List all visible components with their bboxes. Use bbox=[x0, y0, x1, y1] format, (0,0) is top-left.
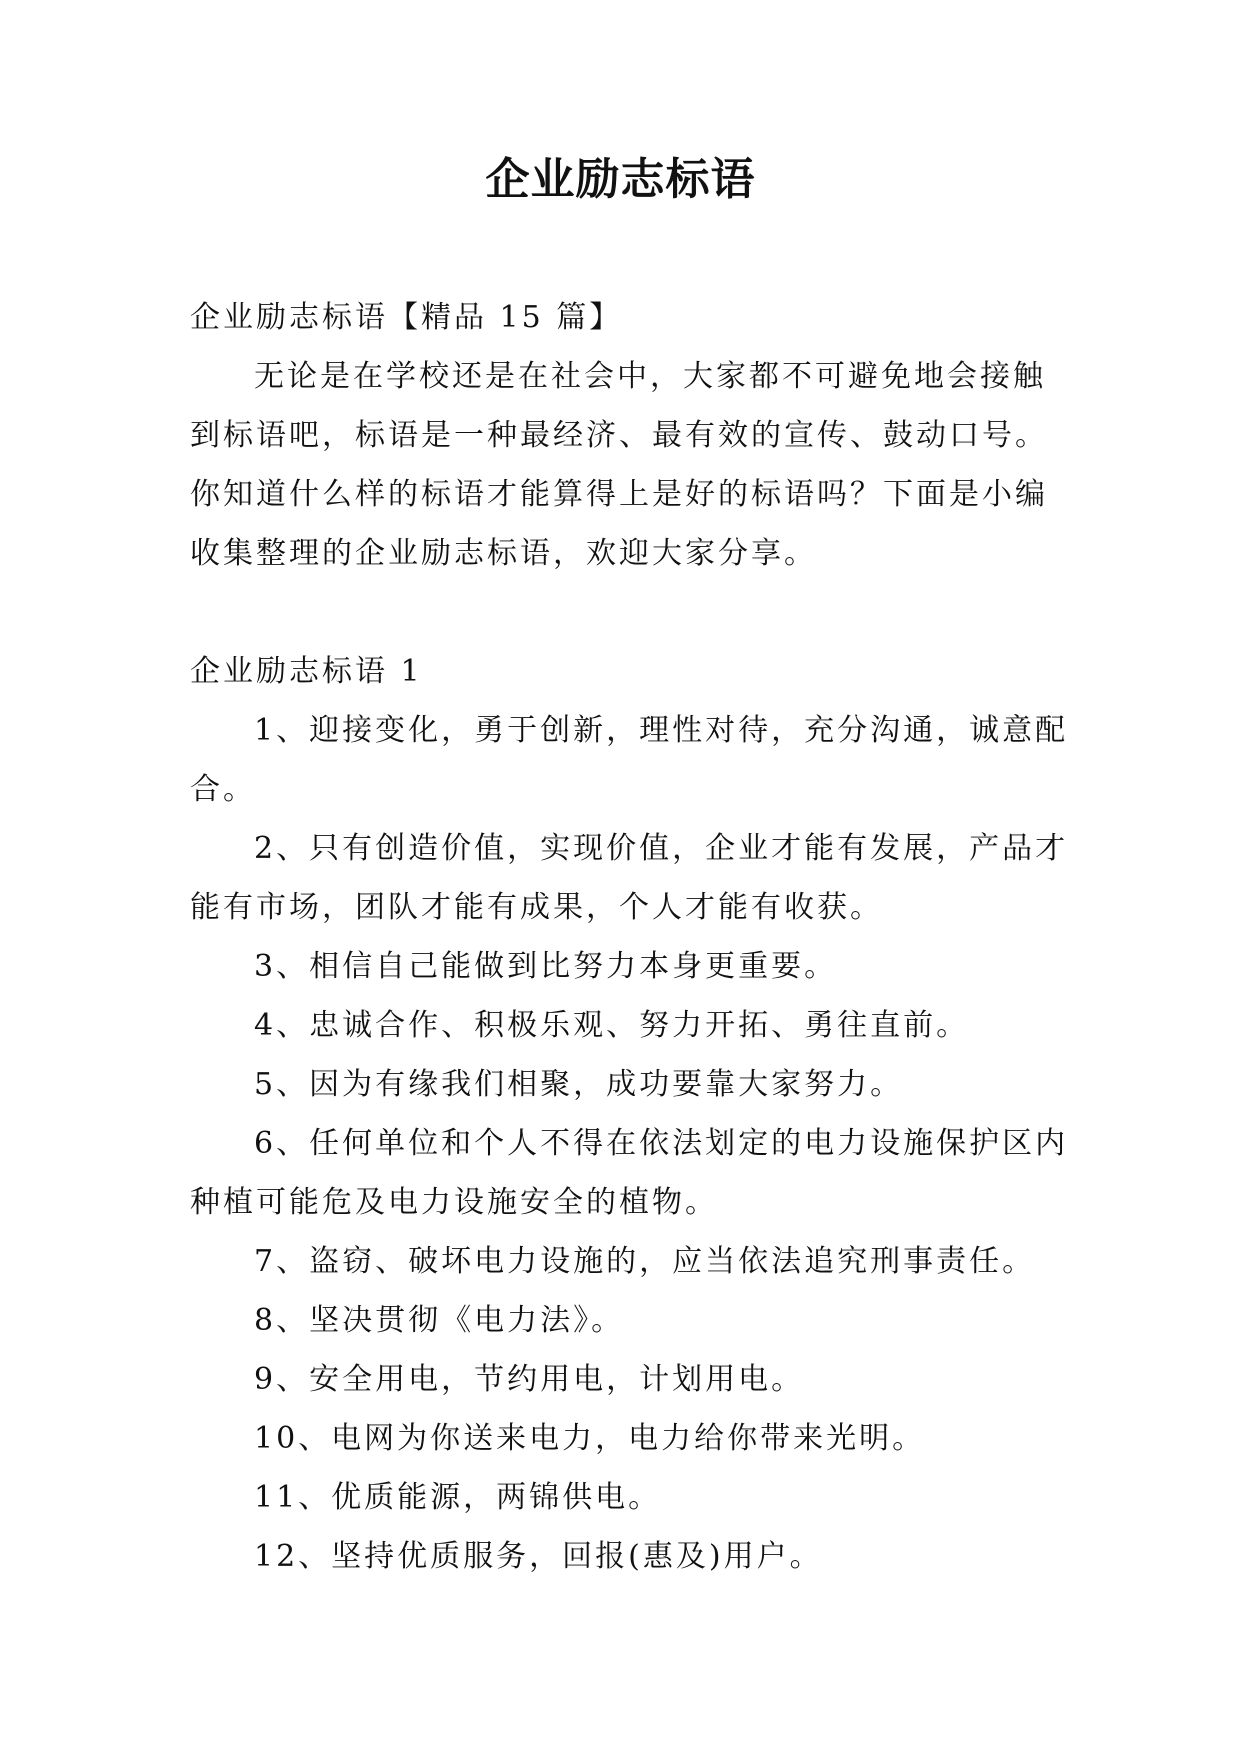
slogan-item: 12、坚持优质服务，回报(惠及)用户。 bbox=[254, 1539, 823, 1574]
slogan-item: 6、任何单位和个人不得在依法划定的电力设施保护区内种植可能危及电力设施安全的植物。 bbox=[190, 1126, 1069, 1220]
slogan-item: 1、迎接变化，勇于创新，理性对待，充分沟通，诚意配合。 bbox=[190, 713, 1069, 807]
intro-paragraph: 无论是在学校还是在社会中，大家都不可避免地会接触到标语吧，标语是一种最经济、最有效的宣传、鼓动口号。你知道什么样的标语才能算得上是好的标语吗？下面是小编收集整理的企业励志标语，欢迎大家分享。 bbox=[190, 359, 1048, 571]
document-title: 企业励志标语 bbox=[485, 154, 756, 205]
slogan-item: 4、忠诚合作、积极乐观、努力开拓、勇往直前。 bbox=[254, 1008, 970, 1043]
slogan-item: 2、只有创造价值，实现价值，企业才能有发展，产品才能有市场，团队才能有成果，个人才能有收获。 bbox=[190, 831, 1069, 925]
slogan-item: 9、安全用电，节约用电，计划用电。 bbox=[254, 1362, 805, 1397]
document-body bbox=[190, 288, 1070, 1586]
section-title: 企业励志标语 1 bbox=[190, 654, 423, 689]
document-subtitle: 企业励志标语【精品 15 篇】 bbox=[190, 300, 623, 335]
slogan-item: 5、因为有缘我们相聚，成功要靠大家努力。 bbox=[254, 1067, 904, 1102]
slogan-item: 7、盗窃、破坏电力设施的，应当依法追究刑事责任。 bbox=[254, 1244, 1036, 1279]
slogan-item: 3、相信自己能做到比努力本身更重要。 bbox=[254, 949, 838, 984]
slogan-item: 8、坚决贯彻《电力法》。 bbox=[254, 1303, 625, 1338]
slogan-item: 11、优质能源，两锦供电。 bbox=[254, 1480, 662, 1515]
slogan-item: 10、电网为你送来电力，电力给你带来光明。 bbox=[254, 1421, 926, 1456]
